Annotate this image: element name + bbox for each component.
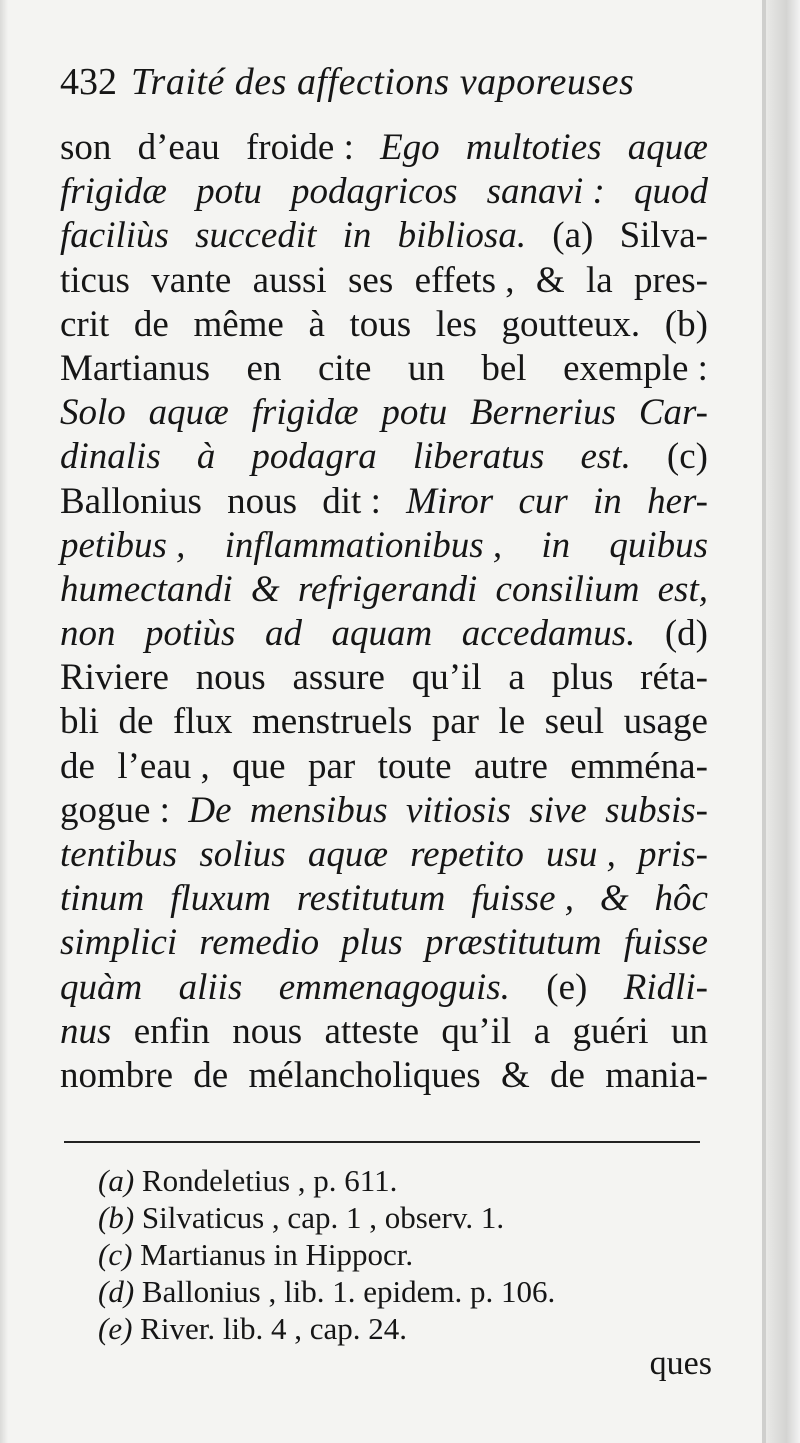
text-word: (b) [664,303,708,345]
text-word: consilium [495,568,640,610]
text-word: aquæ [148,392,229,434]
text-word: refrigerandi [297,568,478,610]
footnote-rule [64,1141,700,1143]
text-word: & [500,1054,530,1096]
footnote-mark: (c) [98,1237,133,1272]
text-word: in [541,524,571,566]
text-line [60,303,708,347]
text-word: de [550,1054,585,1096]
text-word: flux [172,701,233,743]
text-word: her- [647,480,708,522]
text-word: Riviere [60,657,169,699]
text-word: usu , [546,834,616,875]
text-line [60,347,708,391]
page-gutter-shadow [0,0,8,1443]
text-word: cite [317,347,372,389]
text-word: Martianus [60,347,211,389]
text-word: nous [195,657,266,699]
footnote-text: Rondeletius , p. 611. [134,1163,398,1198]
text-word: nous [227,480,298,522]
text-word: plus [551,657,614,699]
text-word: tinum [60,878,145,920]
text-word: vitiosis [406,789,511,831]
page-edge-shadow [766,0,800,1443]
text-word: toute [377,745,452,787]
text-word: aquæ [627,127,708,168]
text-word: effets , [414,259,515,301]
text-word: seul [544,701,605,743]
text-word: sanavi : [486,171,605,213]
text-word: a [533,1010,551,1052]
page-number: 432 [60,61,117,103]
text-word: quàm [60,966,143,1008]
text-line [60,214,708,258]
text-word: réta- [640,657,708,699]
text-word: nus [60,1010,112,1052]
text-word: humectandi [60,568,233,610]
text-word: aquam [331,613,433,655]
text-word: inflammationibus , [224,524,503,566]
text-word: les [435,303,477,345]
text-word: autre [473,745,548,787]
text-word: & [535,259,565,301]
text-line [60,126,708,170]
text-word: pres- [634,259,708,301]
text-word: crit [60,303,110,345]
text-line [60,259,708,303]
text-word: nombre [60,1054,174,1096]
text-word: froide : [245,127,354,168]
text-word: Ridli- [623,966,708,1008]
text-word: plus [341,922,403,964]
footnote-text: River. lib. 4 , cap. 24. [132,1311,408,1346]
text-word: Ballonius [60,480,202,522]
text-word: pris- [638,834,708,875]
text-line [60,877,708,921]
text-word: bli [60,701,100,743]
text-word: quod [633,171,708,213]
text-word: succedit [195,215,317,257]
text-word: restitutum [296,878,446,920]
text-word: (e) [546,966,588,1008]
running-header [60,60,700,112]
text-line [60,789,708,833]
text-line [60,921,708,965]
text-word: (a) [552,215,594,257]
footnote-text: Martianus in Hippocr. [132,1237,414,1272]
text-word: son [60,127,112,168]
text-word: tentibus [60,834,178,875]
main-text-block [60,126,708,1098]
text-word: assure [292,657,385,699]
text-word: gogue : [60,789,170,831]
text-word: simplici [60,922,178,964]
running-title: Traité des affections vaporeuses [131,61,635,103]
text-word: de [118,701,154,743]
text-word: liberatus [412,436,545,478]
text-word: enfin [133,1010,210,1052]
footnote [98,1310,698,1347]
text-word: ticus [60,259,130,301]
footnote-text: Ballonius , lib. 1. epidem. p. 106. [134,1274,556,1309]
text-word: Miror [406,480,494,522]
text-line [60,612,708,656]
text-word: nous [232,1010,303,1052]
text-word: Car- [638,392,708,434]
text-word: par [431,701,479,743]
text-line [60,1054,708,1098]
text-word: in [342,215,372,257]
text-line [60,700,708,744]
text-word: præstitutum [424,922,602,964]
text-word: in [593,480,622,522]
text-word: cur [518,480,568,522]
footnote-mark: (e) [98,1311,133,1346]
footnote [98,1273,698,1310]
text-word: frigidæ [60,171,167,213]
text-word: guéri [572,1010,649,1052]
text-word: fuisse [623,922,708,964]
text-word: de [133,303,169,345]
footnote-mark: (a) [98,1163,135,1198]
text-word: la [586,259,613,301]
text-word: bel [481,347,527,389]
text-word: mélancholiques [248,1054,481,1096]
text-word: ses [348,259,394,301]
text-word: l’eau , [117,745,210,787]
text-word: faciliùs [60,215,169,257]
text-word: par [307,745,356,787]
text-line [60,480,708,524]
text-word: petibus , [60,524,186,566]
text-word: mania- [605,1054,708,1096]
text-word: dinalis [60,436,161,478]
text-word: tous [349,303,412,345]
text-word: mensibus [249,789,388,831]
text-word: & [599,878,629,920]
text-word: potu [381,392,448,434]
footnote [98,1199,698,1236]
text-word: de [60,745,95,787]
text-word: à [308,303,325,345]
text-word: repetito [410,834,524,875]
text-word: usage [623,701,708,743]
catchword: ques [649,1345,712,1382]
text-word: Silva- [619,215,708,257]
text-word: goutteux. [501,303,641,345]
text-word: Solo [60,392,126,434]
text-word: ad [264,613,302,655]
text-word: emmenagoguis. [278,966,510,1008]
text-word: podagra [251,436,377,478]
footnote-mark: (d) [98,1274,135,1309]
text-word: en [246,347,282,389]
text-word: quibus [609,524,708,566]
text-word: a [508,657,525,699]
text-word: qu’il [441,1010,512,1052]
text-word: à [196,436,216,478]
text-line [60,745,708,789]
text-word: fluxum [170,878,271,920]
text-line [60,656,708,700]
text-line [60,1010,708,1054]
text-word: d’eau [137,127,220,168]
text-word: frigidæ [251,392,359,434]
text-line [60,568,708,612]
text-word: accedamus. [461,613,636,655]
text-word: podagricos [290,171,458,213]
text-word: multoties [465,127,602,168]
text-word: le [498,701,526,743]
text-word: de [193,1054,229,1096]
text-word: atteste [324,1010,420,1052]
text-word: hôc [654,878,708,920]
text-word: solius [199,834,286,875]
text-line [60,391,708,435]
text-line [60,833,708,877]
text-word: est, [657,568,708,610]
text-word: exemple : [563,347,708,389]
text-word: aquæ [307,834,388,875]
text-word: est. [580,436,631,478]
text-word: non [60,613,116,655]
text-word: un [670,1010,708,1052]
text-word: vante [151,259,232,301]
text-line [60,966,708,1010]
footnote [98,1162,698,1199]
text-word: même [193,303,284,345]
text-word: & [250,568,280,610]
text-line [60,524,708,568]
text-line [60,435,708,479]
text-word: Bernerius [470,392,616,434]
text-word: potiùs [145,613,236,655]
text-line [60,170,708,214]
text-word: Ego [380,127,440,168]
text-word: bibliosa. [397,215,527,257]
footnote [98,1236,698,1273]
text-word: un [407,347,445,389]
text-word: fuisse , [471,878,575,920]
footnotes-block [98,1162,698,1347]
footnote-text: Silvaticus , cap. 1 , observ. 1. [134,1200,505,1235]
text-word: dit : [322,480,381,522]
text-word: (d) [664,613,708,655]
text-word: aliis [178,966,243,1008]
text-word: que [232,745,286,787]
text-word: remedio [199,922,320,964]
footnote-mark: (b) [98,1200,135,1235]
text-word: subsis- [605,789,708,831]
text-word: menstruels [251,701,413,743]
text-word: sive [529,789,587,831]
text-word: De [188,789,232,831]
text-word: aussi [252,259,327,301]
text-word: qu’il [411,657,482,699]
text-word: (c) [666,436,708,478]
text-word: emména- [570,745,708,787]
text-word: potu [196,171,262,213]
